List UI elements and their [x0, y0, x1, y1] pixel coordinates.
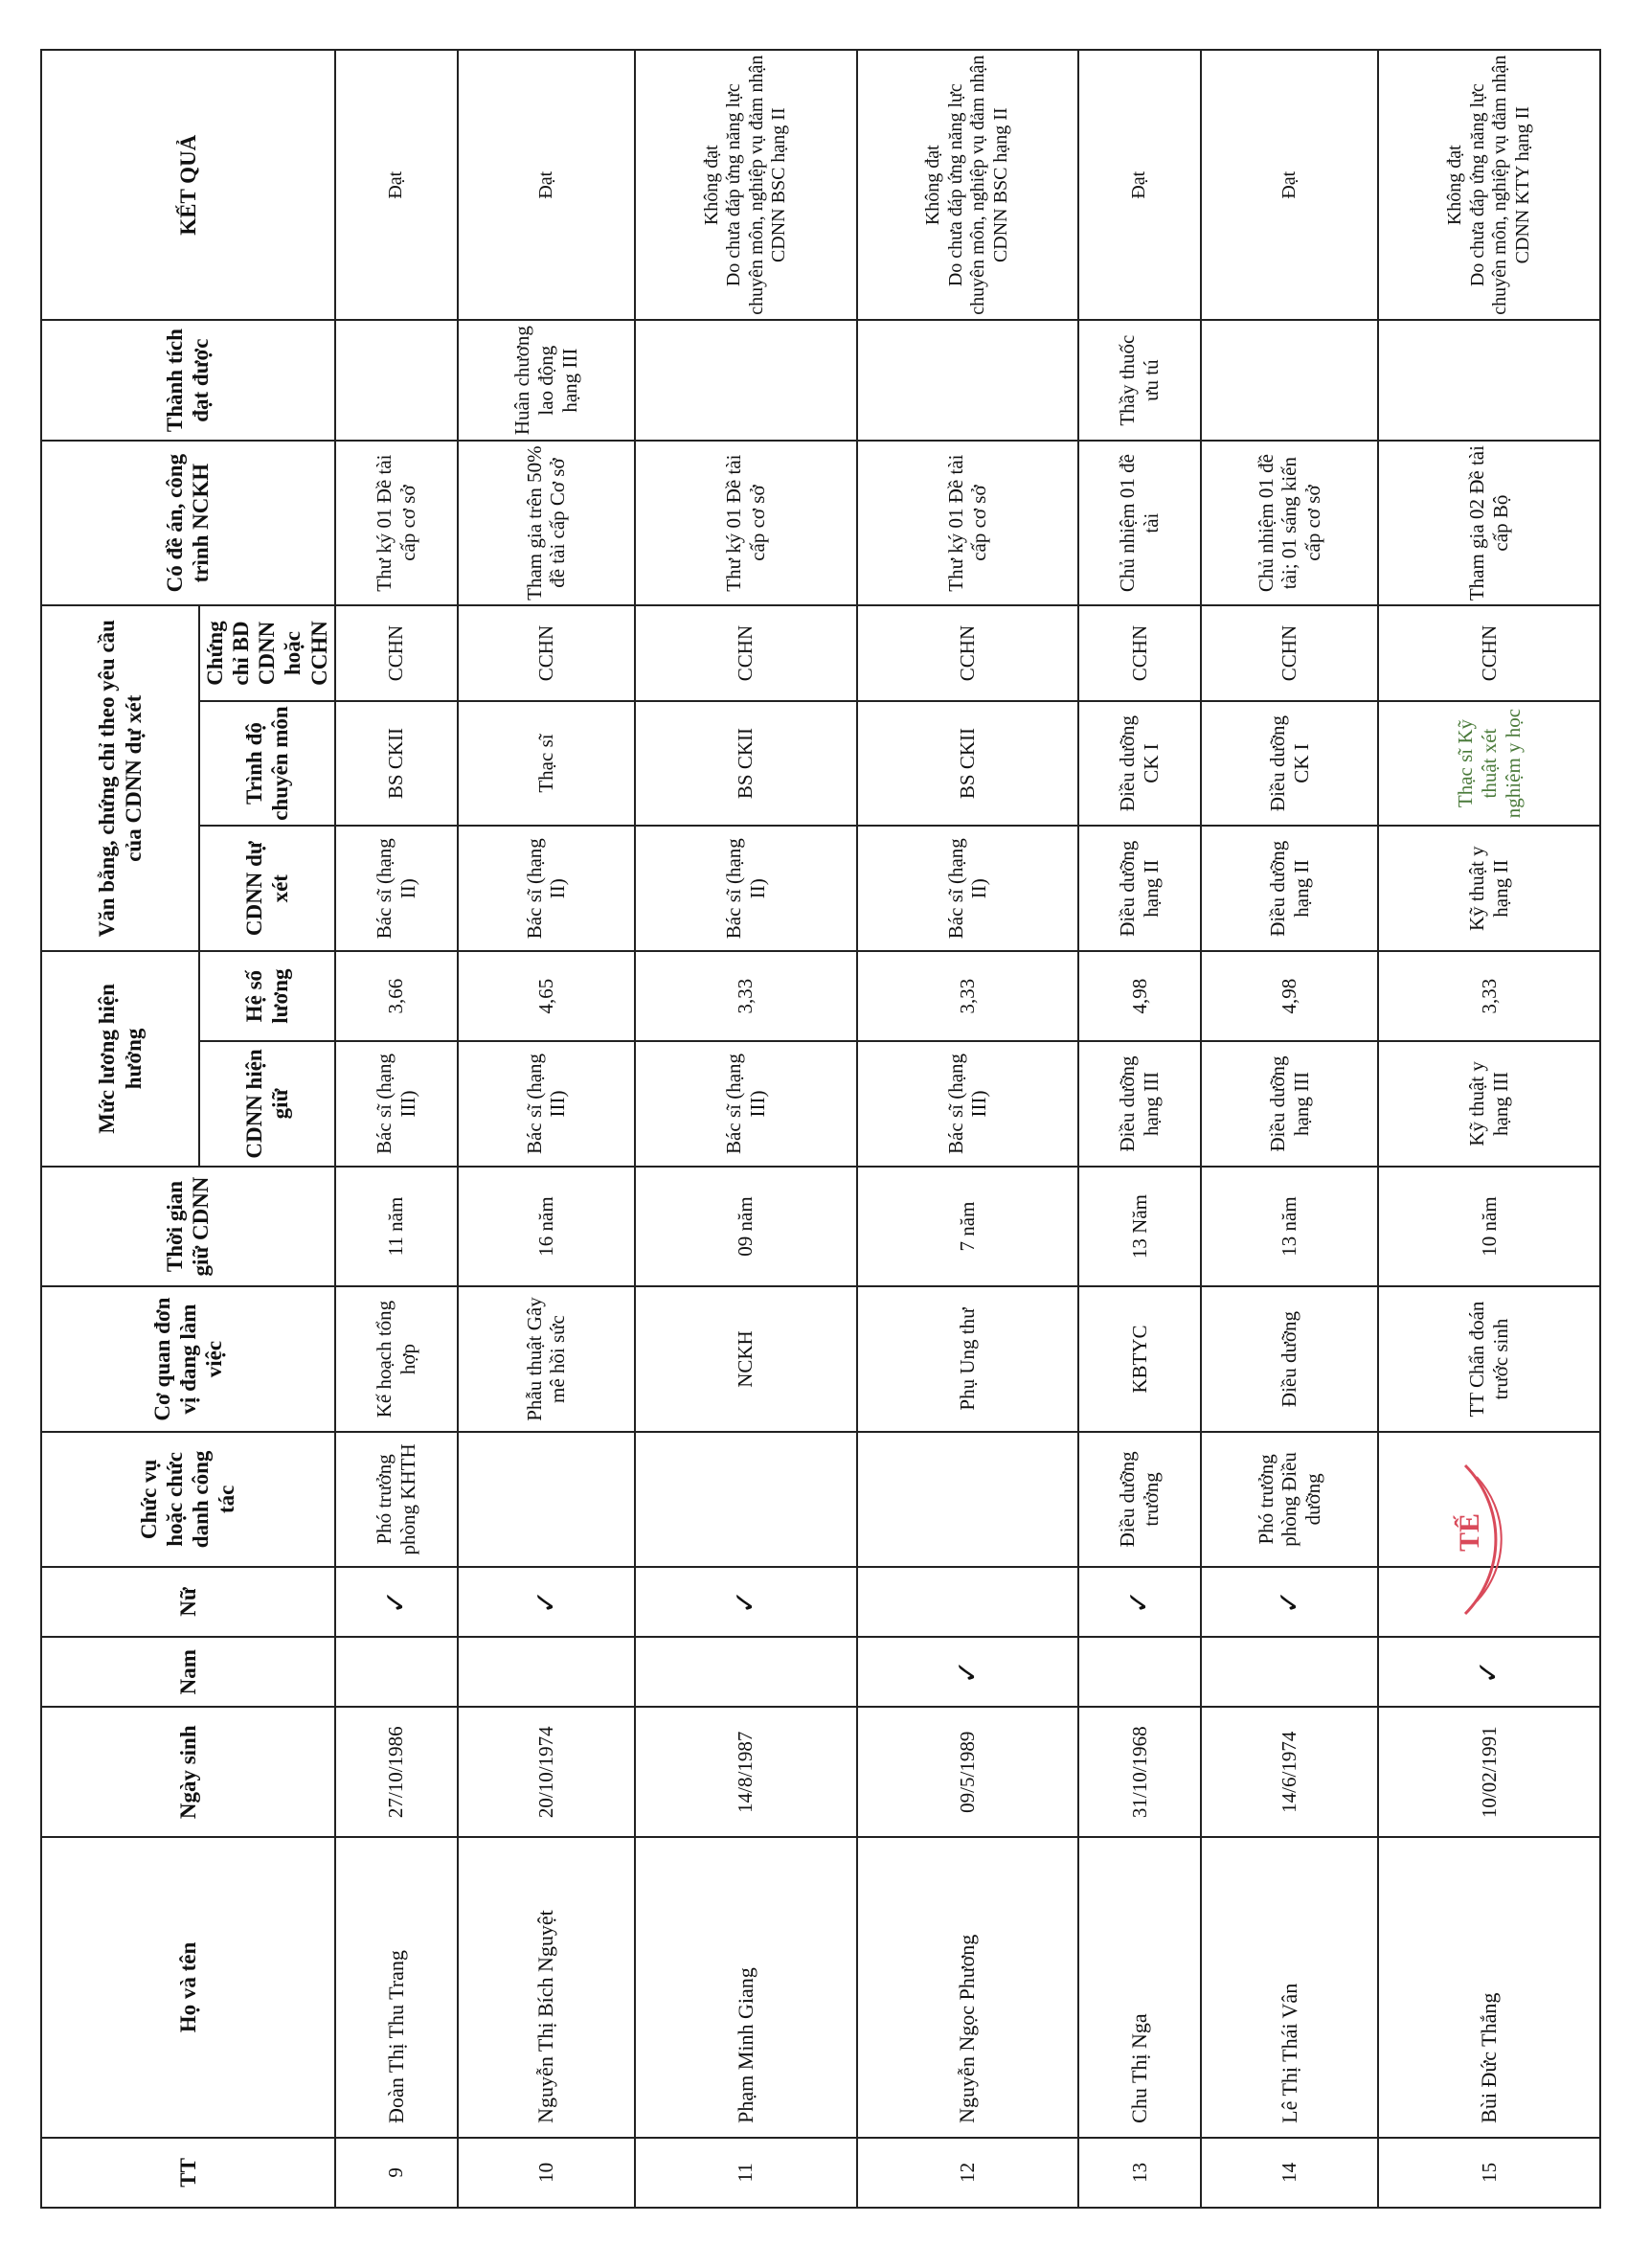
- cell-result: Không đạt Do chưa đáp ứng năng lực chuyên môn, nghiệp vụ đảm nhận CDNN BSC hạng II: [857, 50, 1079, 320]
- header-research: Có đề án, công trình NCKH: [41, 441, 335, 606]
- cell-position: Điều dưỡng trưởng: [1078, 1432, 1201, 1567]
- cell-male: [458, 1637, 635, 1707]
- cell-dob: 10/02/1991: [1378, 1707, 1600, 1837]
- cell-coef: 3,66: [335, 951, 458, 1041]
- cell-position: [458, 1432, 635, 1567]
- cell-unit: NCKH: [635, 1286, 857, 1432]
- cell-research: Thư ký 01 Đề tài cấp cơ sở: [335, 441, 458, 606]
- cell-qualification: Điều dưỡng CK I: [1201, 701, 1378, 827]
- header-achievement: Thành tích đạt được: [41, 320, 335, 440]
- cell-name: Nguyễn Ngọc Phương: [857, 1837, 1079, 2138]
- table-row: [857, 50, 1079, 2208]
- header-degree-group: Văn bằng, chứng chỉ theo yêu cầu của CDNN dự xét: [41, 605, 199, 951]
- table-row: [335, 50, 458, 2208]
- cell-unit: KBTYC: [1078, 1286, 1201, 1432]
- cell-male: ✓: [1378, 1637, 1600, 1707]
- table-row: [1078, 50, 1201, 2208]
- cell-coef: 3,33: [635, 951, 857, 1041]
- cell-coef: 4,98: [1201, 951, 1378, 1041]
- cell-unit: Kế hoạch tổng hợp: [335, 1286, 458, 1432]
- cell-dob: 09/5/1989: [857, 1707, 1079, 1837]
- cell-research: Tham gia 02 Đề tài cấp Bộ: [1378, 441, 1600, 606]
- red-seal-stamp: [1427, 1456, 1590, 1619]
- table-row: [458, 50, 635, 2208]
- cell-achievement: [335, 320, 458, 440]
- cell-dob: 31/10/1968: [1078, 1707, 1201, 1837]
- cell-certificate: CCHN: [635, 605, 857, 700]
- cell-position: [857, 1432, 1079, 1567]
- cell-years: 09 năm: [635, 1167, 857, 1286]
- cell-name: Nguyễn Thị Bích Nguyệt: [458, 1837, 635, 2138]
- cell-qualification: Điều dưỡng CK I: [1078, 701, 1201, 827]
- cell-qualification: Thạc sĩ Kỹ thuật xét nghiệm y học: [1378, 701, 1600, 827]
- cell-male: [1201, 1637, 1378, 1707]
- cell-male: ✓: [857, 1637, 1079, 1707]
- cell-target-cdnn: Bác sĩ (hạng II): [458, 826, 635, 951]
- cell-achievement: Thầy thuốc ưu tú: [1078, 320, 1201, 440]
- cell-male: [1078, 1637, 1201, 1707]
- cell-current-cdnn: Bác sĩ (hạng III): [635, 1041, 857, 1167]
- header-current-cdnn: CDNN hiện giữ: [199, 1041, 335, 1167]
- cell-tt: 11: [635, 2138, 857, 2208]
- header-qualification: Trình độ chuyên môn: [199, 701, 335, 827]
- cell-dob: 14/8/1987: [635, 1707, 857, 1837]
- cell-certificate: CCHN: [1078, 605, 1201, 700]
- cell-research: Thư ký 01 Đề tài cấp cơ sở: [857, 441, 1079, 606]
- cell-name: Phạm Minh Giang: [635, 1837, 857, 2138]
- cell-female: ✓: [635, 1567, 857, 1637]
- cell-dob: 27/10/1986: [335, 1707, 458, 1837]
- header-years: Thời gian giữ CDNN: [41, 1167, 335, 1286]
- cell-dob: 14/6/1974: [1201, 1707, 1378, 1837]
- cell-target-cdnn: Điều dưỡng hạng II: [1078, 826, 1201, 951]
- cell-qualification: BS CKII: [335, 701, 458, 827]
- table-row: [1378, 50, 1600, 2208]
- cell-result: Đạt: [1078, 50, 1201, 320]
- cell-certificate: CCHN: [857, 605, 1079, 700]
- header-tt: TT: [41, 2138, 335, 2208]
- stamp-text: TẾ: [1454, 1512, 1485, 1552]
- cell-achievement: [1378, 320, 1600, 440]
- cell-position: Phó trưởng phòng Điều dưỡng: [1201, 1432, 1378, 1567]
- header-male: Nam: [41, 1637, 335, 1707]
- cell-result: Đạt: [458, 50, 635, 320]
- cell-years: 7 năm: [857, 1167, 1079, 1286]
- cell-research: Thư ký 01 Đề tài cấp cơ sở: [635, 441, 857, 606]
- cell-achievement: Huân chương lao động hạng III: [458, 320, 635, 440]
- cell-result: Không đạt Do chưa đáp ứng năng lực chuyên môn, nghiệp vụ đảm nhận CDNN BSC hạng II: [635, 50, 857, 320]
- cell-target-cdnn: Điều dưỡng hạng II: [1201, 826, 1378, 951]
- cell-years: 10 năm: [1378, 1167, 1600, 1286]
- cell-coef: 4,98: [1078, 951, 1201, 1041]
- header-position: Chức vụ hoặc chức danh công tác: [41, 1432, 335, 1567]
- cell-qualification: BS CKII: [635, 701, 857, 827]
- cell-female: ✓: [1201, 1567, 1378, 1637]
- cell-current-cdnn: Điều dưỡng hạng III: [1078, 1041, 1201, 1167]
- header-row-1: [41, 50, 199, 2208]
- cell-certificate: CCHN: [1201, 605, 1378, 700]
- cell-unit: Điều dưỡng: [1201, 1286, 1378, 1432]
- cell-unit: Phụ Ung thư: [857, 1286, 1079, 1432]
- cell-male: [635, 1637, 857, 1707]
- cell-result: Không đạt Do chưa đáp ứng năng lực chuyên môn, nghiệp vụ đảm nhận CDNN KTY hạng II: [1378, 50, 1600, 320]
- cell-years: 11 năm: [335, 1167, 458, 1286]
- cell-achievement: [635, 320, 857, 440]
- cell-current-cdnn: Bác sĩ (hạng III): [857, 1041, 1079, 1167]
- cell-tt: 14: [1201, 2138, 1378, 2208]
- cell-unit: Phẫu thuật Gây mê hồi sức: [458, 1286, 635, 1432]
- table-row: [635, 50, 857, 2208]
- cell-qualification: Thạc sĩ: [458, 701, 635, 827]
- cell-years: 13 năm: [1201, 1167, 1378, 1286]
- cell-current-cdnn: Điều dưỡng hạng III: [1201, 1041, 1378, 1167]
- cell-unit: TT Chẩn đoán trước sinh: [1378, 1286, 1600, 1432]
- cell-current-cdnn: Bác sĩ (hạng III): [458, 1041, 635, 1167]
- cell-name: Lê Thị Thái Vân: [1201, 1837, 1378, 2138]
- cell-female: ✓: [335, 1567, 458, 1637]
- table-row: [1201, 50, 1378, 2208]
- cell-female: ✓: [458, 1567, 635, 1637]
- cell-target-cdnn: Bác sĩ (hạng II): [335, 826, 458, 951]
- cell-target-cdnn: Kỹ thuật y hạng II: [1378, 826, 1600, 951]
- cell-tt: 12: [857, 2138, 1079, 2208]
- cell-tt: 9: [335, 2138, 458, 2208]
- header-unit: Cơ quan đơn vị đang làm việc: [41, 1286, 335, 1432]
- cell-coef: 3,33: [1378, 951, 1600, 1041]
- header-female: Nữ: [41, 1567, 335, 1637]
- cell-certificate: CCHN: [1378, 605, 1600, 700]
- cell-male: [335, 1637, 458, 1707]
- cell-research: Chủ nhiệm 01 đề tài; 01 sáng kiến cấp cơ sở: [1201, 441, 1378, 606]
- cell-name: Chu Thị Nga: [1078, 1837, 1201, 2138]
- cell-name: Đoàn Thị Thu Trang: [335, 1837, 458, 2138]
- cell-tt: 10: [458, 2138, 635, 2208]
- header-target-cdnn: CDNN dự xét: [199, 826, 335, 951]
- header-result: KẾT QUẢ: [41, 50, 335, 320]
- cell-target-cdnn: Bác sĩ (hạng II): [857, 826, 1079, 951]
- cell-research: Chủ nhiệm 01 đề tài: [1078, 441, 1201, 606]
- cell-dob: 20/10/1974: [458, 1707, 635, 1837]
- cell-female: ✓: [1078, 1567, 1201, 1637]
- cell-years: 16 năm: [458, 1167, 635, 1286]
- header-dob: Ngày sinh: [41, 1707, 335, 1837]
- cell-current-cdnn: Kỹ thuật y hạng III: [1378, 1041, 1600, 1167]
- cell-certificate: CCHN: [335, 605, 458, 700]
- cell-position: [635, 1432, 857, 1567]
- cell-result: Đạt: [335, 50, 458, 320]
- header-salary-group: Mức lương hiện hưởng: [41, 951, 199, 1167]
- cell-research: Tham gia trên 50% đề tài cấp Cơ sở: [458, 441, 635, 606]
- cell-female: [857, 1567, 1079, 1637]
- header-certificate: Chứng chỉ BD CDNN hoặc CCHN: [199, 605, 335, 700]
- cell-name: Bùi Đức Thắng: [1378, 1837, 1600, 2138]
- cell-achievement: [857, 320, 1079, 440]
- cell-coef: 4,65: [458, 951, 635, 1041]
- cell-years: 13 Năm: [1078, 1167, 1201, 1286]
- cell-target-cdnn: Bác sĩ (hạng II): [635, 826, 857, 951]
- header-coef: Hệ số lương: [199, 951, 335, 1041]
- cell-result: Đạt: [1201, 50, 1378, 320]
- cell-qualification: BS CKII: [857, 701, 1079, 827]
- cell-coef: 3,33: [857, 951, 1079, 1041]
- cell-tt: 13: [1078, 2138, 1201, 2208]
- header-name: Họ và tên: [41, 1837, 335, 2138]
- cell-current-cdnn: Bác sĩ (hạng III): [335, 1041, 458, 1167]
- cell-certificate: CCHN: [458, 605, 635, 700]
- evaluation-table: [40, 49, 1601, 2209]
- cell-tt: 15: [1378, 2138, 1600, 2208]
- cell-achievement: [1201, 320, 1378, 440]
- cell-position: Phó trưởng phòng KHTH: [335, 1432, 458, 1567]
